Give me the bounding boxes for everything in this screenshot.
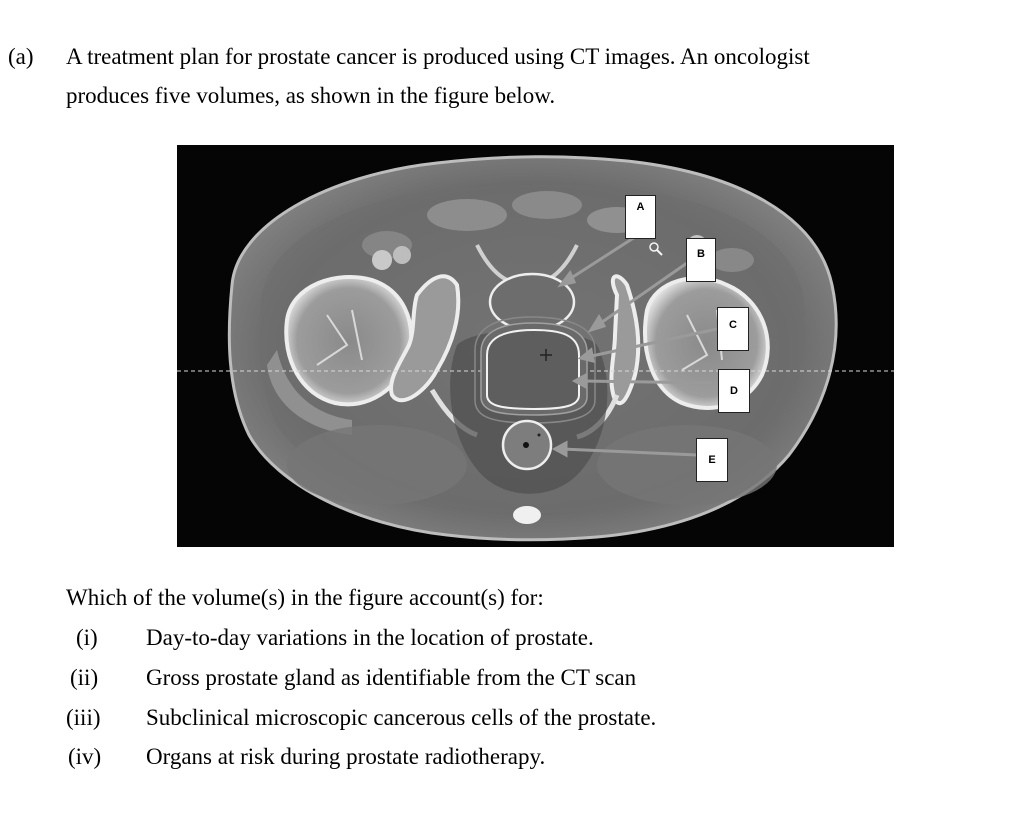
intro-line-1: A treatment plan for prostate cancer is produced using CT images. An oncologist <box>66 44 810 69</box>
question-prompt: Which of the volume(s) in the figure account(s) for: <box>66 585 544 610</box>
label-c-text: C <box>729 319 737 331</box>
item-number: (ii) <box>70 665 99 690</box>
label-d-text: D <box>730 385 738 397</box>
item-text: Subclinical microscopic cancerous cells of the prostate. <box>146 705 657 730</box>
item-text: Gross prostate gland as identifiable from the CT scan <box>146 665 637 690</box>
ct-scan-svg <box>177 145 894 547</box>
ct-scan-figure <box>177 145 894 547</box>
item-number: (iv) <box>68 744 102 769</box>
label-box-d <box>718 369 750 413</box>
label-e-text: E <box>708 454 716 466</box>
part-label: (a) <box>8 44 34 69</box>
item-text: Organs at risk during prostate radiotherapy. <box>146 744 546 769</box>
label-box-e <box>696 438 728 482</box>
label-box-a <box>625 195 656 239</box>
item-text: Day-to-day variations in the location of prostate. <box>146 625 594 650</box>
label-box-c <box>717 307 749 351</box>
label-box-b <box>686 238 716 282</box>
intro-line-2: produces five volumes, as shown in the figure below. <box>66 83 556 108</box>
item-number: (i) <box>76 625 98 650</box>
volume-d-contour <box>487 330 579 409</box>
label-b-text: B <box>697 248 705 260</box>
item-number: (iii) <box>66 705 101 730</box>
label-a-text: A <box>636 201 645 213</box>
